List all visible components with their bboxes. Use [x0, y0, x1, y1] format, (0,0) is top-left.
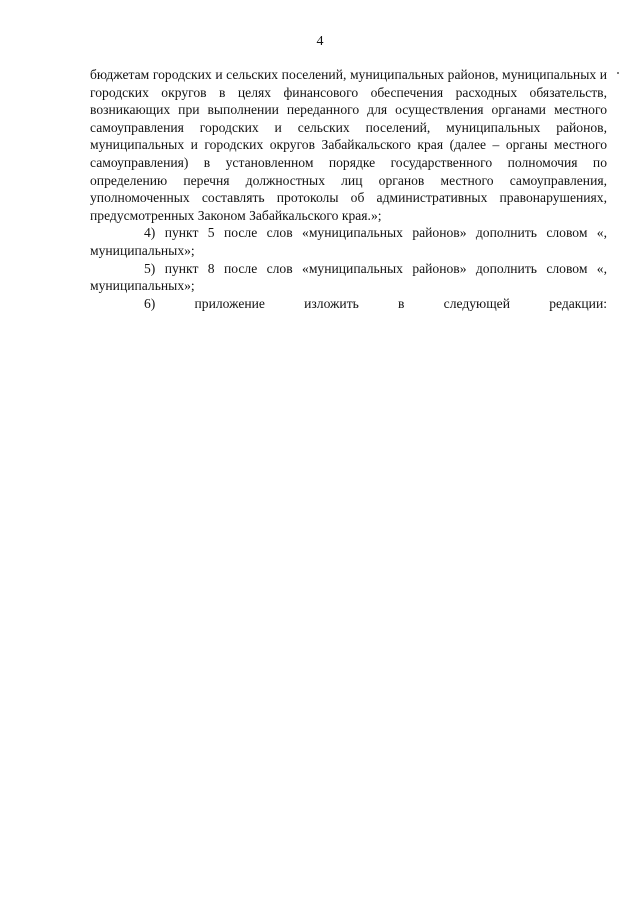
paragraph-item-6: 6) приложение изложить в следующей редакции:	[144, 295, 607, 311]
paragraph-item-4: 4) пункт 5 после слов «муниципальных районов» дополнить словом «, муниципальных»;	[90, 225, 607, 258]
paragraph-continuation: бюджетам городских и сельских поселений, муниципальных районов, муниципальных и городских округов в целях финансового обеспечения расходных обязательств, возникающих при выполнении переданного для осуществления органами местного самоуправления городских и сельских поселений, муниципальных районов, муниципальных и городских округов Забайкальского края (далее – органы местного самоуправления) в установленном порядке государственного полномочия по определению перечня должностных лиц органов местного самоуправления, уполномоченных составлять протоколы об административных правонарушениях, предусмотренных Законом Забайкальского края.»;	[90, 67, 607, 223]
paragraph-item-5: 5) пункт 8 после слов «муниципальных районов» дополнить словом «, муниципальных»;	[90, 260, 607, 294]
page-number: 4	[316, 34, 324, 49]
document-body	[90, 66, 607, 312]
scan-speck	[617, 72, 619, 74]
